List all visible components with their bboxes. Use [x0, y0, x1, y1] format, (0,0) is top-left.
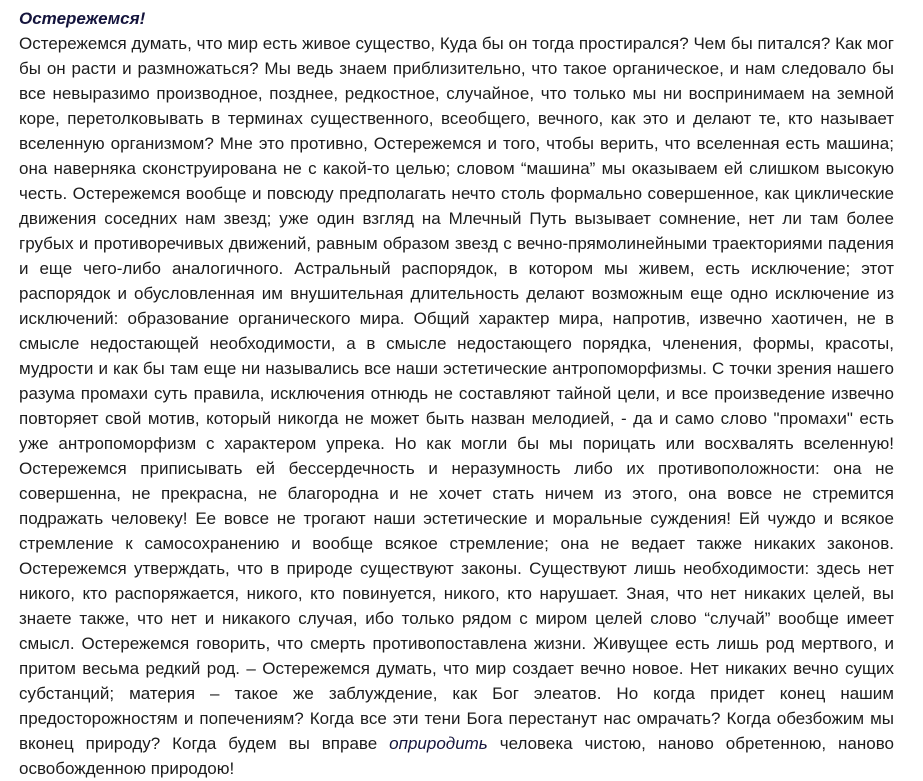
body-paragraph [19, 31, 894, 781]
document-title: Остережемся! [19, 9, 146, 28]
paragraph-text-start: Остережемся думать, что мир есть живое существо, Куда бы он тогда простирался? Чем бы питался? Как мог бы он расти и размножаться? Мы ведь знаем приблизительно, что такое органическое, и нам следовало бы все невыразимо производное, позднее, редкостное, случайное, что только мы ни воспринимаем на земной коре, перетолковывать в терминах существенного, всеобщего, вечного, как это и делают те, кто называет вселенную организмом? Мне это противно, Остережемся и того, чтобы верить, что вселенная есть машина; она наверняка сконструирована не с какой-то целью; словом “машина” мы оказываем ей слишком высокую честь. Остережемся вообще и повсюду предполагать нечто столь формально совершенное, как циклические движения соседних нам звезд; уже один взгляд на Млечный Путь вызывает сомнение, нет ли там более грубых и противоречивых движений, равным образом звезд с вечно-прямолинейными траекториями падения и еще чего-либо аналогичного. Астральный распорядок, в котором мы живем, есть исключение; этот распорядок и обусловленная им внушительная длительность делают возможным еще одно исключение из исключений: образование органического мира. Общий характер мира, напротив, извечно хаотичен, не в смысле недостающей необходимости, а в смысле недостающего порядка, членения, формы, красоты, мудрости и как бы там еще ни назывались все наши эстетические антропоморфизмы. С точки зрения нашего разума промахи суть правила, исключения отнюдь не составляют тайной цели, и все произведение извечно повторяет свой мотив, который никогда не может быть назван мелодией, - да и само слово "промахи" есть уже антропоморфизм с характером упрека. Но как могли бы мы порицать или восхвалять вселенную! Остережемся приписывать ей бессердечность и неразумность либо их противоположности: она не совершенна, не прекрасна, не благородна и не хочет стать ничем из этого, она вовсе не стремится подражать человеку! Ее вовсе не трогают наши эстетические и моральные суждения! Ей чуждо и всякое стремление к самосохранению и вообще всякое стремление; она не ведает также никаких законов. Остережемся утверждать, что в природе существуют законы. Существуют лишь необходимости: здесь нет никого, кто распоряжается, никого, кто повинуется, никого, кто нарушает. Зная, что нет никаких целей, вы знаете также, что нет и никакого случая, ибо только рядом с миром целей слово “случай” вообще имеет смысл. Остережемся говорить, что смерть противопоставлена жизни. Живущее есть лишь род мертвого, и притом весьма редкий род. – Остережемся думать, что мир создает вечно новое. Нет никаких вечно сущих субстанций; материя – такое же заблуждение, как Бог элеатов. Но когда придет конец нашим предосторожностям и попечениям? Когда все эти тени Бога перестанут нас омрачать? Когда обезбожим мы вконец природу? Когда будем вы вправе [19, 34, 894, 753]
paragraph-text-end: человека чистою, наново обретенною, наново освобожденною природою! [19, 734, 894, 778]
emphasized-word: оприродить [389, 734, 488, 753]
